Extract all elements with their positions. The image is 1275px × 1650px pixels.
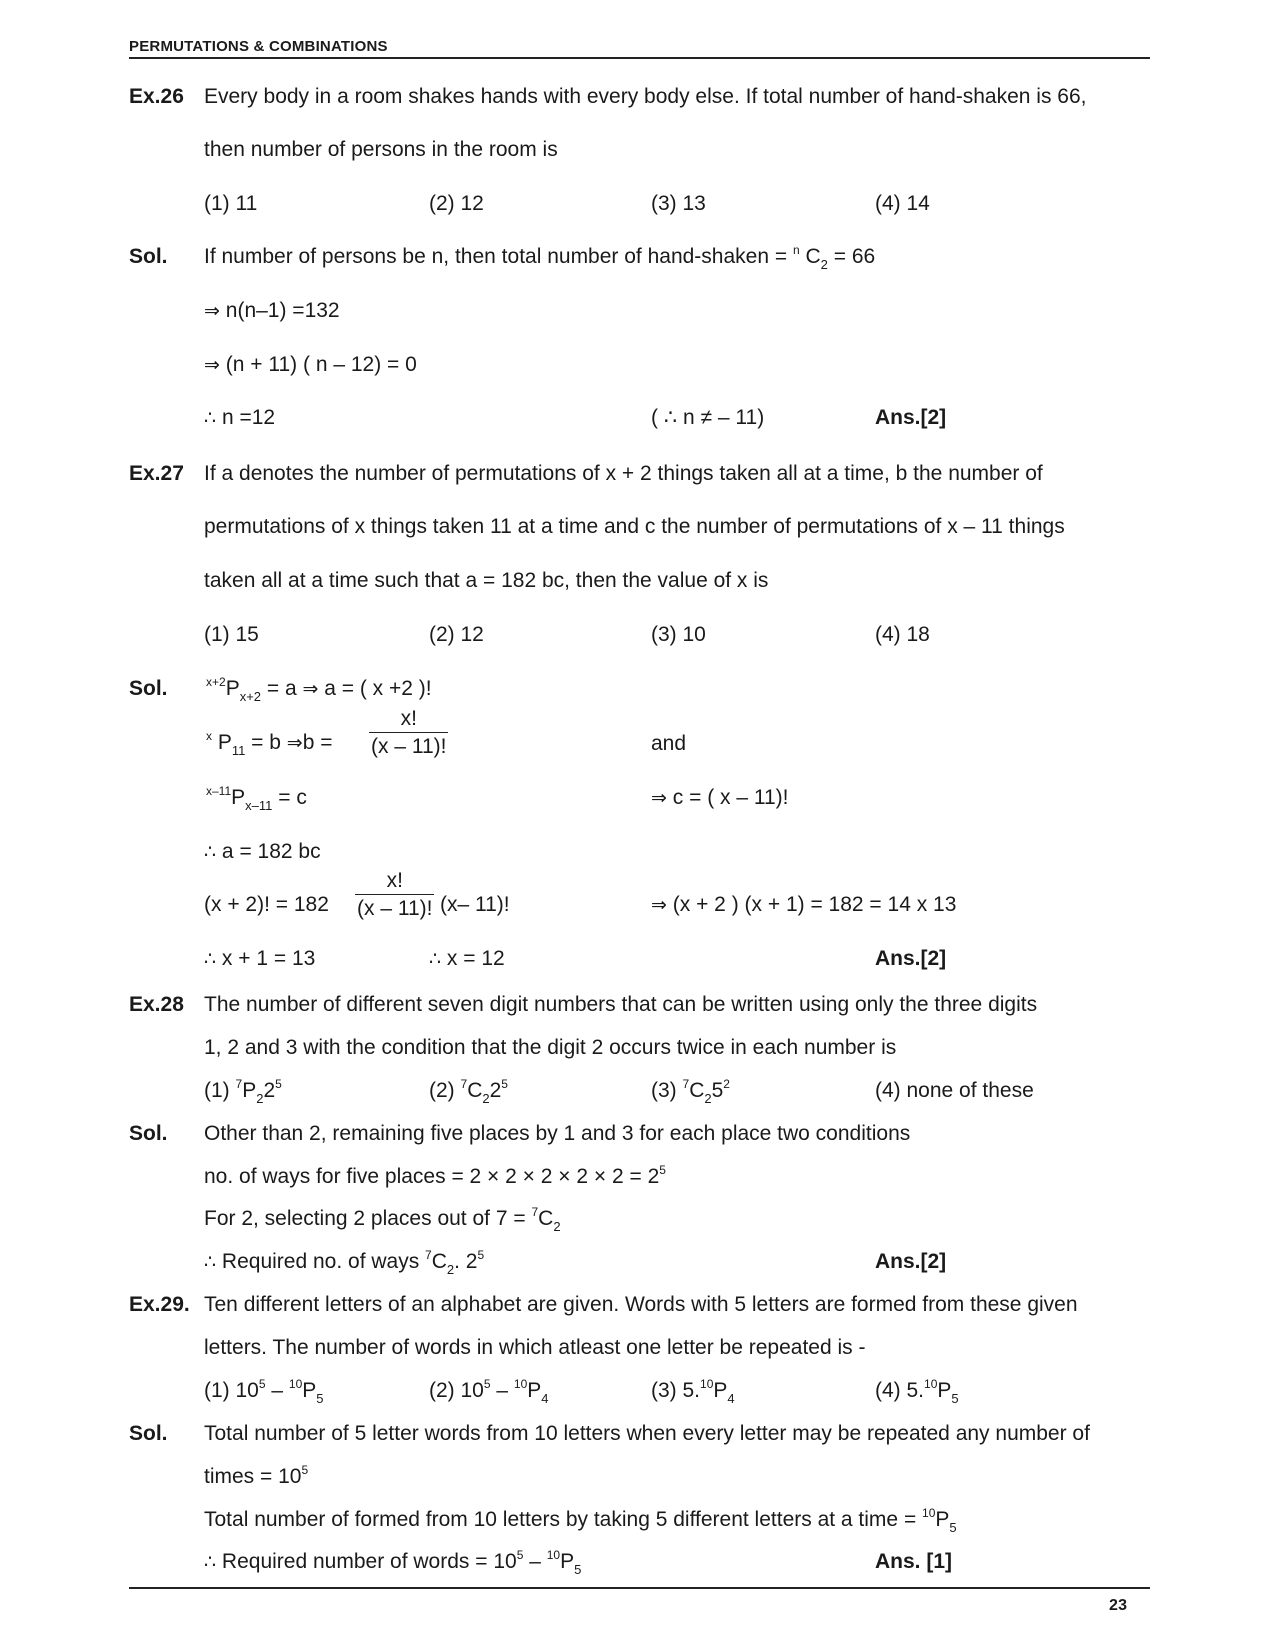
ex26-sol-line3: ⇒ (n + 11) ( n – 12) = 0 [204, 353, 417, 376]
ex29-option-1: (1) $10^5 - ^{10}P_5$ [204, 1377, 324, 1406]
page-number: 23 [1109, 1597, 1128, 1614]
ex29-question-line2: letters. The number of words in which atleast one letter be repeated is - [204, 1336, 866, 1359]
ex26-option-1: (1) 11 [204, 192, 258, 215]
ex27-fraction-2: $\frac{x!}{(x - 11)!}$ [357, 869, 433, 920]
ex28-sol-line1: Other than 2, remaining five places by 1 and 3 for each place two conditions [204, 1122, 911, 1145]
ex29-sol-label: Sol. [129, 1422, 168, 1445]
ex27-fraction-1: $\frac{x!}{(x - 11)!}$ [371, 707, 447, 758]
ex29-option-4: (4) $5.10P_5$ [875, 1377, 959, 1406]
ex27-option-2: (2) 12 [429, 623, 484, 646]
ex27-sol-line3-right: ⇒ c = ( x – 11)! [651, 786, 789, 809]
ex29-label: Ex.29. [129, 1293, 190, 1316]
ex28-option-2: (2) $^7C_22^5$ [429, 1077, 508, 1106]
therefore-symbol: ∴ [204, 1251, 217, 1273]
ex28-sol-line2: no. of ways for five places = $2 \times 2 \times 2 \times 2 \times 2 = 2^5$ [204, 1163, 666, 1188]
ex29-option-3: (3) $5.10P_4$ [651, 1377, 735, 1406]
therefore-symbol: ∴ [429, 948, 442, 970]
ex27-sol-and: and [651, 732, 687, 755]
ex27-sol-line6-mid: ∴ x = 12 [429, 947, 505, 970]
ex28-sol-line3: For 2, selecting 2 places out of $7 = ^7C_2$ [204, 1205, 561, 1234]
ex27-label: Ex.27 [129, 462, 184, 485]
ex28-label: Ex.28 [129, 993, 184, 1016]
ex27-sol-label: Sol. [129, 677, 168, 700]
therefore-symbol: ∴ [204, 948, 217, 970]
ex29-answer: Ans. [1] [875, 1550, 953, 1573]
ex27-question-line1: If a denotes the number of permutations of x + 2 things taken all at a time, b the number of [204, 462, 1043, 485]
ex27-sol-line6: ∴ x + 1 = 13 [204, 947, 316, 970]
ex28-answer: Ans.[2] [875, 1250, 947, 1273]
ex27-option-1: (1) 15 [204, 623, 259, 646]
implies-symbol: ⇒ [302, 678, 319, 700]
ex28-option-1: (1) $^7P_22^5$ [204, 1077, 282, 1106]
ex28-question-line2: 1, 2 and 3 with the condition that the digit 2 occurs twice in each number is [204, 1036, 897, 1059]
ex27-sol-line5: (x + 2)! = 182 [204, 893, 329, 916]
ex29-question-line1: Ten different letters of an alphabet are given. Words with 5 letters are formed from these given [204, 1293, 1078, 1316]
ex26-sol-line4: ∴ n =12 [204, 406, 276, 429]
implies-symbol: ⇒ [204, 300, 220, 322]
ex27-option-3: (3) 10 [651, 623, 706, 646]
ex26-sol-label: Sol. [129, 245, 168, 268]
ex27-question-line3: taken all at a time such that a = 182 bc, then the value of x is [204, 569, 769, 592]
ex28-question-line1: The number of different seven digit numbers that can be written using only the three digits [204, 993, 1038, 1016]
ex29-sol-line3: Total number of formed from 10 letters by taking 5 different letters at a time = $^{10}P_5$ [204, 1506, 957, 1535]
ex27-sol-line5-tail: (x– 11)! [440, 893, 510, 916]
ex27-sol-line3: $^{x-11}P_{x-11} = c$ [206, 784, 307, 813]
ex27-question-line2: permutations of x things taken 11 at a time and c the number of permutations of x – 11 things [204, 515, 1065, 538]
ex26-answer: Ans.[2] [875, 406, 947, 429]
ex26-question-line2: then number of persons in the room is [204, 138, 558, 161]
ex26-sol-condition: ( ∴ n ≠ – 11) [651, 406, 765, 429]
implies-symbol: ⇒ [651, 787, 667, 809]
ex26-option-2: (2) 12 [429, 192, 484, 215]
ex27-sol-line1: $^{x+2}P_{x+2} = a$ ⇒ a = ( x +2 )! [206, 675, 432, 704]
ex26-option-4: (4) 14 [875, 192, 930, 215]
ex28-option-3: (3) $^7C_25^2$ [651, 1077, 730, 1106]
ex29-sol-line4: ∴ Required number of words = $10^5 - ^{10}P_5$ [204, 1548, 582, 1577]
ex28-option-4: (4) none of these [875, 1079, 1034, 1102]
therefore-symbol: ∴ [204, 841, 217, 863]
ex28-sol-label: Sol. [129, 1122, 168, 1145]
ex26-sol-line2: ⇒ n(n–1) =132 [204, 299, 340, 322]
ex27-option-4: (4) 18 [875, 623, 930, 646]
implies-symbol: ⇒ [651, 894, 667, 916]
ex26-sol-line1: If number of persons be n, then total number of hand-shaken = $^n$ $C_2 = 66$ [204, 243, 876, 272]
ex26-question-line1: Every body in a room shakes hands with every body else. If total number of hand-shaken is 66, [204, 85, 1087, 108]
implies-symbol: ⇒ [286, 732, 303, 754]
running-header: PERMUTATIONS & COMBINATIONS [129, 38, 388, 55]
ex26-label: Ex.26 [129, 85, 184, 108]
ex27-sol-line2: $^x$ $P_{11} = b$ ⇒b = [206, 729, 333, 758]
ex27-answer: Ans.[2] [875, 947, 947, 970]
footer-rule [129, 1587, 1150, 1589]
ex29-sol-line1: Total number of 5 letter words from 10 letters when every letter may be repeated any number of [204, 1422, 1090, 1445]
ex29-sol-line2: times = $10^5$ [204, 1463, 309, 1488]
ex28-sol-line4: ∴ Required no. of ways $^7C_2$. $2^5$ [204, 1248, 485, 1277]
ex26-option-3: (3) 13 [651, 192, 706, 215]
ex27-sol-line4: ∴ a = 182 bc [204, 840, 321, 863]
therefore-symbol: ∴ [204, 1551, 217, 1573]
therefore-symbol: ∴ [204, 407, 217, 429]
ex27-sol-line5-right: ⇒ (x + 2 ) (x + 1) = 182 = 14 x 13 [651, 893, 957, 916]
header-rule [129, 57, 1150, 59]
implies-symbol: ⇒ [204, 354, 220, 376]
ex29-option-2: (2) $10^5 - ^{10}P_4$ [429, 1377, 549, 1406]
